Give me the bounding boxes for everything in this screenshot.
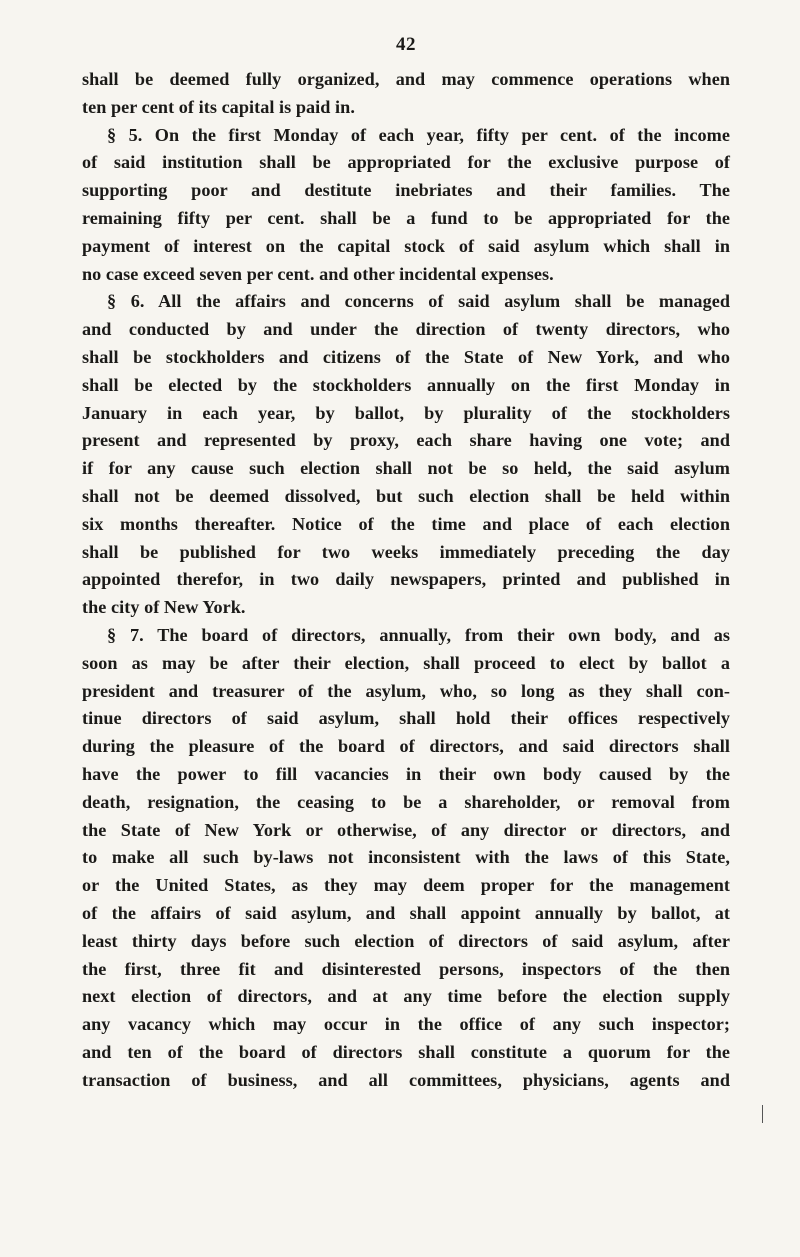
text-line: no case exceed seven per cent. and other incidental expenses.: [82, 263, 554, 284]
text-line: supporting poor and destitute inebriates and their families. The: [82, 180, 730, 201]
text-line: shall be published for two weeks immediately preceding the day: [82, 541, 730, 562]
text-line: ten per cent of its capital is paid in.: [82, 96, 355, 117]
text-line: § 6. All the affairs and concerns of said asylum shall be managed: [107, 291, 730, 312]
margin-mark: [762, 1105, 763, 1123]
text-line: the first, three fit and disinterested persons, inspectors of the then: [82, 958, 730, 979]
text-line: transaction of business, and all committees, physicians, agents and: [82, 1069, 730, 1090]
text-line: of the affairs of said asylum, and shall appoint annually by ballot, at: [82, 902, 730, 923]
text-line: of said institution shall be appropriated for the exclusive purpose of: [82, 152, 730, 173]
text-line: shall be elected by the stockholders annually on the first Monday in: [82, 374, 730, 395]
text-line: death, resignation, the ceasing to be a shareholder, or removal from: [82, 791, 730, 812]
text-line: least thirty days before such election of directors of said asylum, after: [82, 930, 730, 951]
page-number: 42: [396, 34, 416, 55]
text-line: tinue directors of said asylum, shall hold their offices respectively: [82, 708, 730, 729]
text-line: shall not be deemed dissolved, but such election shall be held within: [82, 485, 730, 506]
text-line: and ten of the board of directors shall constitute a quorum for the: [82, 1041, 730, 1062]
text-line: § 7. The board of directors, annually, from their own body, and as: [107, 624, 730, 645]
text-line: six months thereafter. Notice of the time and place of each election: [82, 513, 730, 534]
text-line: remaining fifty per cent. shall be a fund to be appropriated for the: [82, 207, 730, 228]
text-line: or the United States, as they may deem proper for the management: [82, 875, 730, 896]
text-line: soon as may be after their election, shall proceed to elect by ballot a: [82, 652, 730, 673]
text-line: have the power to fill vacancies in their own body caused by the: [82, 763, 730, 784]
text-line: present and represented by proxy, each share having one vote; and: [82, 430, 730, 451]
text-line: to make all such by-laws not inconsistent with the laws of this State,: [82, 847, 730, 868]
text-line: any vacancy which may occur in the office of any such inspector;: [82, 1014, 730, 1035]
text-line: the State of New York or otherwise, of any director or directors, and: [82, 819, 730, 840]
text-line: payment of interest on the capital stock of said asylum which shall in: [82, 235, 730, 256]
text-line: the city of New York.: [82, 597, 246, 618]
text-line: shall be deemed fully organized, and may commence operations when: [82, 69, 730, 89]
text-line: if for any cause such election shall not be so held, the said asylum: [82, 458, 730, 479]
text-line: January in each year, by ballot, by plurality of the stockholders: [82, 402, 730, 423]
text-line: shall be stockholders and citizens of the State of New York, and who: [82, 346, 730, 367]
text-line: during the pleasure of the board of directors, and said directors shall: [82, 736, 730, 757]
text-line: appointed therefor, in two daily newspapers, printed and published in: [82, 569, 730, 590]
text-line: next election of directors, and at any time before the election supply: [82, 986, 730, 1007]
body-text: [82, 66, 730, 1094]
text-line: president and treasurer of the asylum, who, so long as they shall con-: [82, 680, 730, 701]
text-line: and conducted by and under the direction of twenty directors, who: [82, 319, 730, 340]
text-line: § 5. On the first Monday of each year, fifty per cent. of the income: [107, 124, 730, 145]
